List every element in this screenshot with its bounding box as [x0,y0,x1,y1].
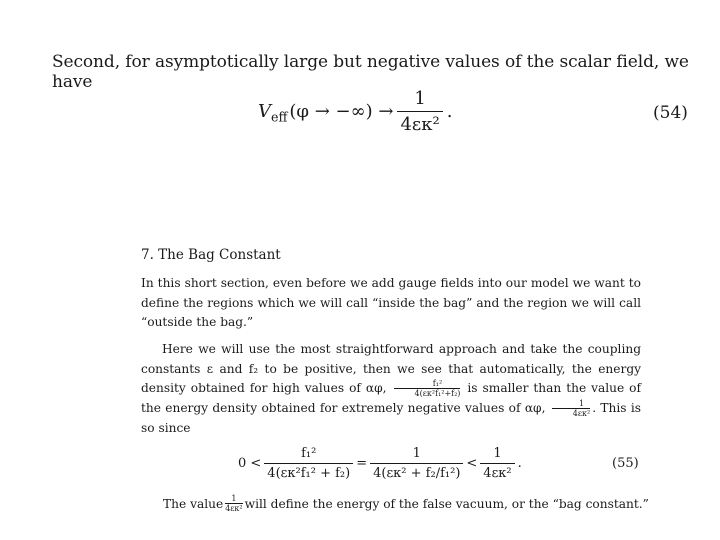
eq54-lhs: $V_{eff}$ [258,101,288,125]
eq54-denominator: 4εκ² [397,111,442,135]
paragraph-1: In this short section, even before we add gauge fields into our model we want to define the regions which we will call “inside the bag” and the region we will call “outside the bag.” [141,276,641,330]
eq55-frac3-den: 4εκ² [480,463,514,481]
eq55-fraction-2 [370,446,463,481]
eq55-fraction-1 [264,446,353,481]
para2-frac2-den: 4εκ² [552,408,590,418]
equation-number-54: (54) [653,103,688,123]
para2-frac1-den: 4(εκ²f₁²+f₂) [394,388,461,398]
eq55-frac1-num: f₁² [301,446,317,461]
closing-text-a: The value [163,496,224,511]
eq54-fraction [397,88,442,135]
eq55-equals: = [356,456,368,471]
eq55-frac2-num: 1 [412,446,421,461]
closing-frac-num: 1 [231,494,237,503]
eq54-tail: . [446,101,453,122]
para2-text-b: is smaller than the value of the energy density obtained for extremely negative values of αφ, [141,381,642,416]
equation-54 [258,88,452,135]
paragraph-2 [141,340,641,439]
eq55-frac3-num: 1 [493,446,502,461]
eq55-lhs: 0 < [238,456,262,471]
intro-paragraph: Second, for asymptotically large but negative values of the scalar field, we have [52,52,689,92]
closing-frac-den: 4εκ² [225,504,243,513]
eq55-frac2-den: 4(εκ² + f₂/f₁²) [370,463,463,481]
closing-text-b: will define the energy of the false vacuum, or the “bag constant.” [244,496,649,511]
section-title: 7. The Bag Constant [141,247,281,263]
para2-fraction-1 [394,379,461,398]
equation-55 [238,446,522,481]
eq54-arg: (φ → −∞) → [289,101,394,122]
eq55-frac1-den: 4(εκ²f₁² + f₂) [264,463,353,481]
para2-frac1-num: f₁² [432,379,443,389]
eq54-numerator: 1 [414,88,426,109]
closing-line [163,494,649,513]
eq55-less-than: < [466,456,478,471]
eq55-tail: . [517,456,522,471]
eq55-fraction-3 [480,446,514,481]
para2-fraction-2 [552,399,590,418]
para2-frac2-num: 1 [578,399,585,409]
equation-number-55: (55) [612,456,639,471]
closing-fraction [225,494,242,513]
para2-text-c: . This is so since [141,401,641,435]
para2-text-a: Here we will use the most straightforward approach and take the coupling constants ε and f₂ to be positive, then we see that automatically, the energy density obtained for high values of αφ, [141,342,641,396]
